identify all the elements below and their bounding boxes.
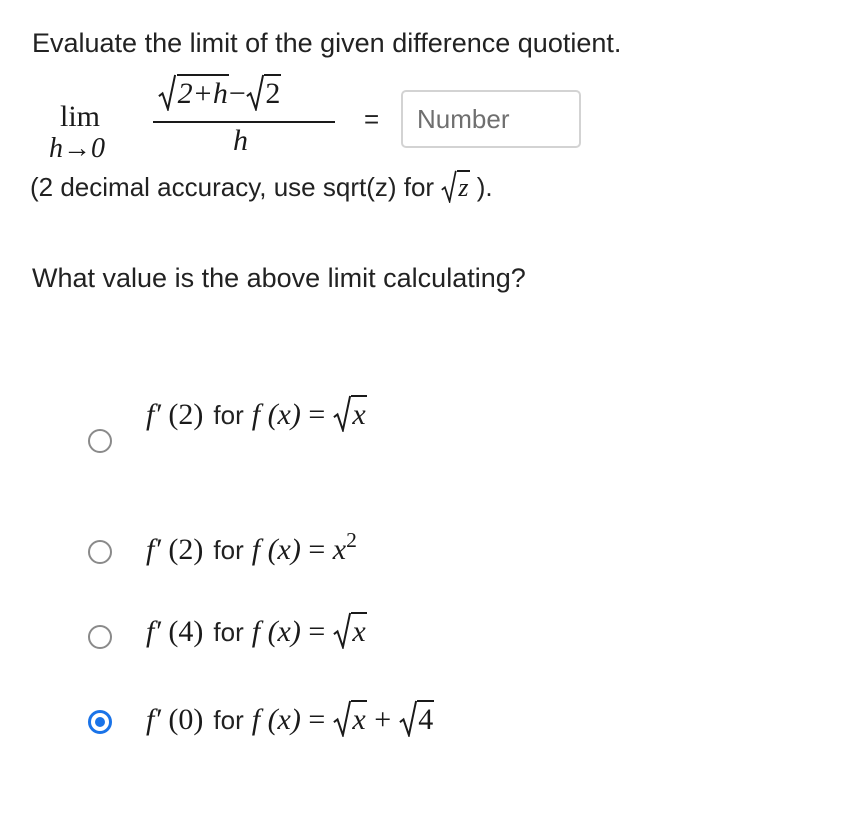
sqrt-argument: 2 xyxy=(264,74,281,110)
accuracy-note-text: (2 decimal accuracy, use sqrt(z) for xyxy=(30,172,442,202)
sqrt-radical xyxy=(441,170,469,203)
choice-option-1-label: f′ (2) for f (x) = x xyxy=(146,395,367,432)
radio-button-1[interactable] xyxy=(88,429,112,453)
limit-subscript xyxy=(49,133,105,165)
sqrt-argument: 2+h xyxy=(177,74,229,110)
fraction-numerator xyxy=(158,74,281,111)
question-prompt: Evaluate the limit of the given difference quotient. xyxy=(32,28,622,58)
equals-sign: = xyxy=(364,104,380,134)
fraction-bar xyxy=(153,121,335,123)
sqrt-sign-icon xyxy=(333,395,351,432)
fraction-denominator: h xyxy=(233,124,248,157)
limit-subscript-text: h→0 xyxy=(49,133,105,164)
sqrt-sign-icon xyxy=(158,74,176,111)
sqrt-radical xyxy=(246,74,282,111)
choice-option-1[interactable] xyxy=(84,395,504,435)
minus-sign: − xyxy=(228,77,246,110)
answer-number-input[interactable] xyxy=(401,90,581,148)
sqrt-sign-icon xyxy=(333,612,351,649)
sqrt-radical: x xyxy=(333,395,367,432)
choice-option-2-label: f′ (2) for f $(x) = x^2$ xyxy=(146,528,357,566)
sqrt-sign-icon xyxy=(246,74,264,111)
limit-operator: lim xyxy=(60,100,101,133)
accuracy-note xyxy=(30,170,493,203)
accuracy-note-text-end: ). xyxy=(469,172,493,202)
sqrt-radical: x xyxy=(333,700,367,737)
choice-option-4[interactable] xyxy=(84,700,604,740)
choice-option-4-label: f′ (0) for f (x) = x + 4 xyxy=(146,700,434,737)
sqrt-sign-icon xyxy=(441,170,457,203)
radio-button-4-selected[interactable] xyxy=(88,710,112,734)
radio-button-2[interactable] xyxy=(88,540,112,564)
sqrt-sign-icon xyxy=(399,700,417,737)
question-2-prompt: What value is the above limit calculating? xyxy=(32,263,526,293)
choice-option-2[interactable] xyxy=(84,524,504,564)
sqrt-sign-icon xyxy=(333,700,351,737)
sqrt-argument: z xyxy=(457,170,469,201)
choice-option-3[interactable] xyxy=(84,612,524,652)
sqrt-radical xyxy=(158,74,229,111)
choice-option-3-label: f′ (4) for f (x) = x xyxy=(146,612,367,649)
radio-button-3[interactable] xyxy=(88,625,112,649)
sqrt-radical: 4 xyxy=(399,700,435,737)
sqrt-radical: x xyxy=(333,612,367,649)
